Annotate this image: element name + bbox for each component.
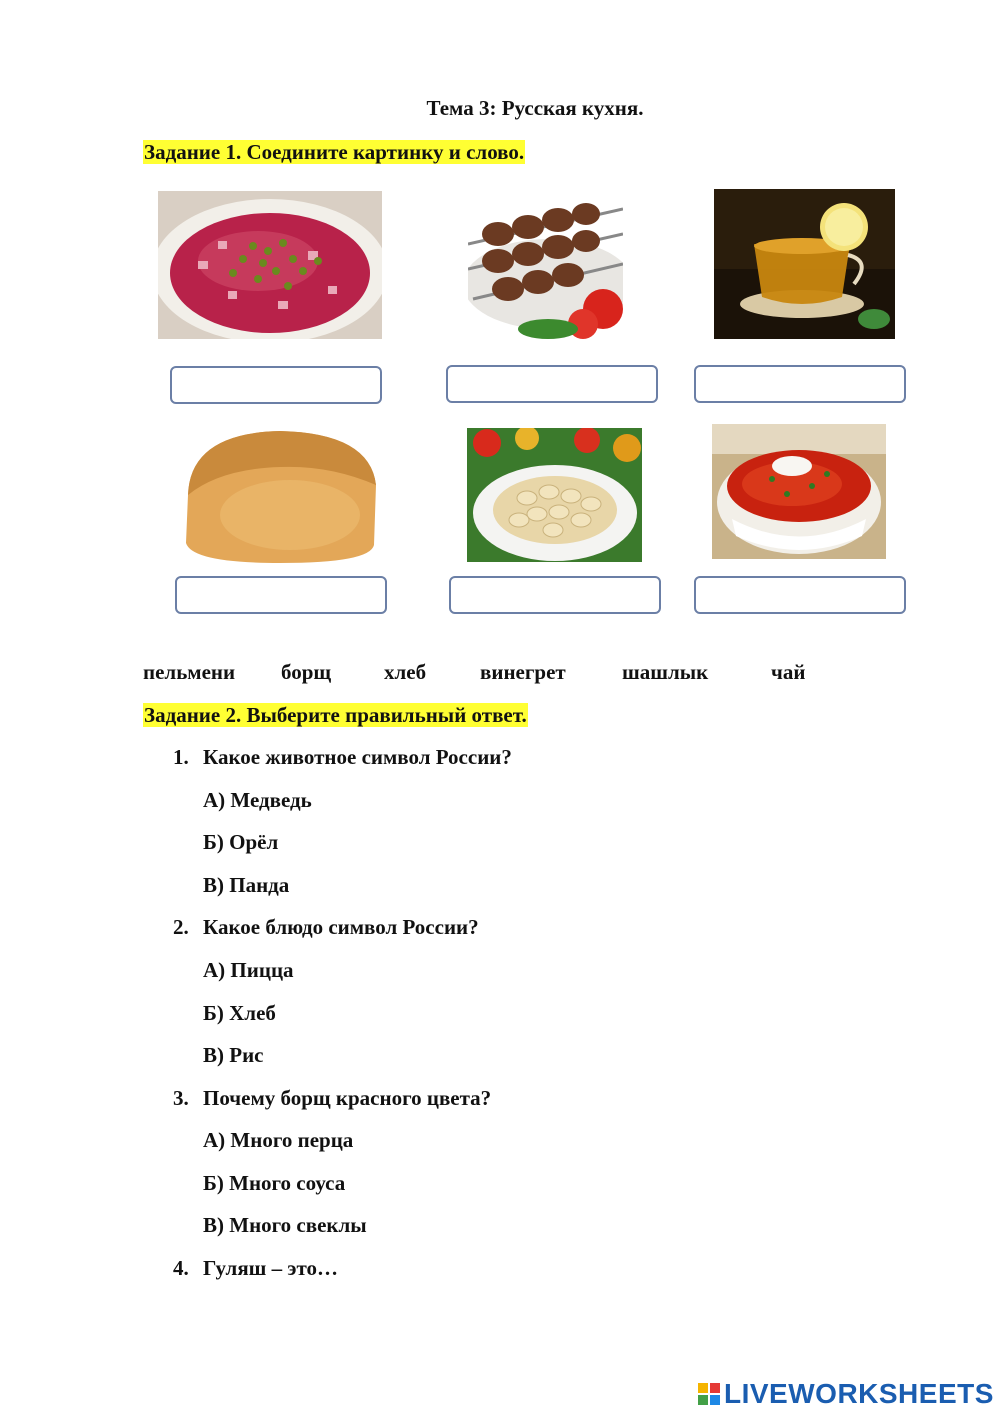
word-bank-item: винегрет xyxy=(480,660,566,684)
question-number: 3. xyxy=(173,1086,189,1110)
bread-image xyxy=(180,425,380,565)
answer-box-5[interactable] xyxy=(449,576,661,614)
word-bank-item: шашлык xyxy=(622,660,709,684)
task1-heading: Задание 1. Соедините картинку и слово. xyxy=(144,140,525,164)
page-title: Тема 3: Русская кухня. xyxy=(426,96,644,120)
question-text: Гуляш – это… xyxy=(203,1256,339,1280)
word-bank-item: хлеб xyxy=(384,660,427,684)
question-number: 4. xyxy=(173,1256,189,1280)
answer-option[interactable]: Б) Хлеб xyxy=(203,1001,276,1025)
pelmeni-image xyxy=(467,428,642,562)
task1-heading-wrap xyxy=(143,138,525,166)
tea-image xyxy=(714,189,895,339)
question-1 xyxy=(173,745,512,770)
question-text: Почему борщ красного цвета? xyxy=(203,1086,492,1110)
liveworksheets-logo xyxy=(698,1378,994,1410)
answer-box-6[interactable] xyxy=(694,576,906,614)
answer-option[interactable]: В) Панда xyxy=(203,873,290,897)
question-3 xyxy=(173,1086,491,1111)
word-bank-item: борщ xyxy=(281,660,332,684)
logo-text: LIVEWORKSHEETS xyxy=(724,1378,994,1409)
answer-option[interactable]: Б) Орёл xyxy=(203,830,279,854)
answer-box-3[interactable] xyxy=(694,365,906,403)
shashlik-image xyxy=(468,189,623,339)
word-bank-item: пельмени xyxy=(143,660,236,684)
borscht-image xyxy=(712,424,886,559)
question-2 xyxy=(173,915,479,940)
question-text: Какое блюдо символ России? xyxy=(203,915,479,939)
logo-icon xyxy=(698,1383,720,1405)
answer-option[interactable]: В) Много свеклы xyxy=(203,1213,367,1237)
answer-box-1[interactable] xyxy=(170,366,382,404)
task2-heading-wrap xyxy=(143,701,528,729)
answer-option[interactable]: А) Пицца xyxy=(203,958,294,982)
vinegret-image xyxy=(158,191,382,339)
question-number: 1. xyxy=(173,745,189,769)
word-bank-item: чай xyxy=(771,660,806,684)
question-text: Какое животное символ России? xyxy=(203,745,512,769)
task2-heading: Задание 2. Выберите правильный ответ. xyxy=(144,703,527,727)
answer-option[interactable]: А) Медведь xyxy=(203,788,312,812)
answer-box-4[interactable] xyxy=(175,576,387,614)
answer-option[interactable]: В) Рис xyxy=(203,1043,264,1067)
question-number: 2. xyxy=(173,915,189,939)
answer-box-2[interactable] xyxy=(446,365,658,403)
question-4 xyxy=(173,1256,338,1281)
answer-option[interactable]: Б) Много соуса xyxy=(203,1171,346,1195)
answer-option[interactable]: А) Много перца xyxy=(203,1128,354,1152)
